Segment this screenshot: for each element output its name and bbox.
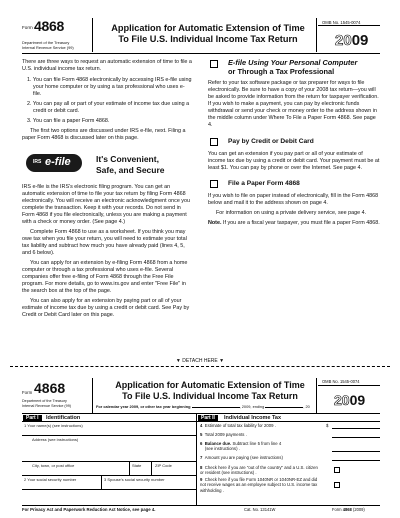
form-prefix: Form — [22, 390, 33, 395]
city-field[interactable]: City, town, or post office — [22, 462, 130, 476]
part-headers — [22, 414, 380, 422]
line-4: 4 Estimate of total tax liability for 2009 . — [200, 423, 276, 428]
form-prefix: Form — [22, 25, 33, 30]
privacy-notice: For Privacy Act and Paperwork Reduction Act Notice, see page 4. — [22, 507, 156, 512]
line-4-input[interactable] — [332, 428, 380, 429]
line-9-checkbox[interactable] — [334, 482, 340, 488]
tax-year: 2009 — [334, 392, 366, 408]
address-field[interactable]: Address (see instructions) — [22, 436, 196, 462]
line-9: 9 Check here if you file Form 1040NR or 1040NR-EZ and did not receive wages as an employee subject to U.S. income tax withholding . — [200, 477, 318, 493]
efile-slogan: It's Convenient, Safe, and Secure — [96, 154, 165, 175]
name-field[interactable]: 1 Your name(s) (see instructions) — [22, 422, 196, 436]
omb-number: OMB No. 1545-0074 — [322, 379, 360, 384]
line-6: 6 Balance due. Subtract line 5 from line 4 (see instructions) . — [200, 441, 282, 452]
efile-paragraph-1: IRS e-file is the IRS's electronic filing program. You can get an automatic extension of time to file your tax return by filing Form 4868 electronically. You will receive an electronic acknowledgment once you complete the transaction. Keep it with your records. Do not send in Form 4868 if you file electronically, unless you are making a payment with a check or money order. (See page 4.) — [22, 184, 191, 226]
form-title: Application for Automatic Extension of Time To File U.S. Individual Income Tax Return — [115, 380, 305, 401]
note-text: Note. If you are a fiscal year taxpayer, you must file a paper Form 4868. — [208, 220, 380, 227]
line-6-input[interactable] — [332, 451, 380, 452]
tax-year: 2009 — [335, 32, 369, 49]
form-4868-voucher — [22, 378, 380, 513]
tax-year-line: For calendar year 2009, or other tax year beginning , 2009, ending , 20 — [96, 404, 310, 409]
part1-tag: Part I — [23, 415, 42, 421]
omb-number: OMB No. 1545-0074 — [322, 20, 361, 25]
line-7: 7 Amount you are paying (see instructions) — [200, 455, 283, 460]
efile-logo: IRS e-file — [26, 154, 82, 172]
checkbox-icon — [210, 180, 218, 188]
section-card-title: Pay by Credit or Debit Card — [228, 138, 314, 146]
irs-label: Internal Revenue Service (99) — [22, 45, 74, 50]
way-item: 1. You can file Form 4868 electronically by accessing IRS e-file using your home computer or by using a tax professional who uses e-file. — [27, 77, 192, 98]
line-5: 5 Total 2009 payments . — [200, 432, 247, 437]
ssn-field[interactable]: 2 Your social security number — [22, 476, 102, 490]
section-efile-text: Refer to your tax software package or tax preparer for ways to file electronically. Be sure to have a copy of your 2008 tax return—you will be asked to provide information from the return for taxpayer verification. If you wish to make a payment, you can pay by electronic funds withdrawal or send your check or money order to the address shown in the middle column under Where To File a Paper Form 4868. See page 4. — [208, 80, 379, 129]
section-paper-title: File a Paper Form 4868 — [228, 180, 300, 188]
way-item: 3. You can file a paper Form 4868. — [27, 118, 110, 125]
section-paper-heading — [208, 177, 380, 193]
efile-paragraph-2: Complete Form 4868 to use as a worksheet. If you think you may owe tax when you file your return, you will need to estimate your total tax liability and subtract how much you have already paid (lines 4, 5, and 6 below). — [22, 229, 187, 257]
checkbox-icon — [210, 138, 218, 146]
dollar-sign: $ — [326, 423, 329, 428]
line-5-input[interactable] — [332, 437, 380, 438]
efile-paragraph-4: You can also apply for an extension by paying part or all of your estimate of income tax due by using a credit or debit card. See Pay by Credit or Debit Card later on this page. — [22, 298, 190, 319]
section-card-text: You can get an extension if you pay part or all of your estimate of income tax due by using a credit or debit card. Your payment must be at least $1. You can pay by phone or over the Internet. See page 4. — [208, 151, 380, 172]
zip-field[interactable]: ZIP Code — [152, 462, 196, 476]
state-field[interactable]: State — [130, 462, 152, 476]
title-line-1: Application for Automatic Extension of Time — [111, 23, 305, 33]
spouse-ssn-field[interactable]: 3 Spouse's social security number — [102, 476, 196, 490]
irs-label: Internal Revenue Service (99) — [22, 404, 71, 408]
first-two-text: The first two options are discussed under IRS e-file, next. Filing a paper Form 4868 is discussed later on this page. — [22, 128, 186, 142]
left-column — [22, 59, 192, 319]
efile-paragraph-3: You can apply for an extension by e-filing Form 4868 from a home computer or through a tax professional who uses e-file. Several companies offer free e-filing of Form 4868 through the Free File program. For more details, go to www.irs.gov and enter "Free File" in the search box at the top of the page. — [22, 260, 188, 295]
section-card-heading — [208, 135, 380, 151]
dept-label: Department of the Treasury — [22, 399, 67, 403]
ways-list — [22, 77, 192, 125]
title-line-2: To File U.S. Individual Income Tax Return — [118, 34, 298, 45]
right-column — [208, 58, 380, 227]
line-7-input[interactable] — [332, 460, 380, 461]
detach-here: ▼ DETACH HERE ▼ — [175, 358, 225, 364]
form-number: 4868 — [34, 18, 64, 34]
dept-label: Department of the Treasury — [22, 40, 70, 45]
part2-tag: Part II — [198, 415, 218, 421]
section-paper-text-2: For information on using a private delivery service, see page 4. — [216, 210, 367, 217]
line-8-checkbox[interactable] — [334, 467, 340, 473]
section-paper-text-1: If you wish to file on paper instead of electronically, fill in the Form 4868 below and mail it to the address shown on page 4. — [208, 193, 379, 207]
checkbox-icon — [210, 60, 218, 68]
efile-banner — [22, 148, 192, 182]
part1-title: Identification — [46, 415, 81, 421]
form-reference: Form 4868 (2009) — [332, 507, 365, 512]
section-efile-heading — [208, 58, 380, 80]
line-8: 8 Check here if you are "out of the country" and a U.S. citizen or resident (see instructions) . — [200, 465, 318, 476]
section-efile-title: E-file Using Your Personal Computer or Through a Tax Professional — [228, 58, 358, 76]
form-number: 4868 — [34, 380, 66, 396]
cat-number: Cat. No. 13141W — [244, 507, 276, 512]
intro-text: There are three ways to request an automatic extension of time to file a U.S. individual income tax return. — [22, 59, 192, 73]
part2-title: Individual Income Tax — [224, 415, 282, 421]
detach-line — [10, 366, 390, 367]
page-title — [98, 23, 318, 45]
top-header — [0, 0, 400, 60]
way-item: 2. You can pay all or part of your estimate of income tax due using a credit or debit card. — [27, 101, 190, 115]
